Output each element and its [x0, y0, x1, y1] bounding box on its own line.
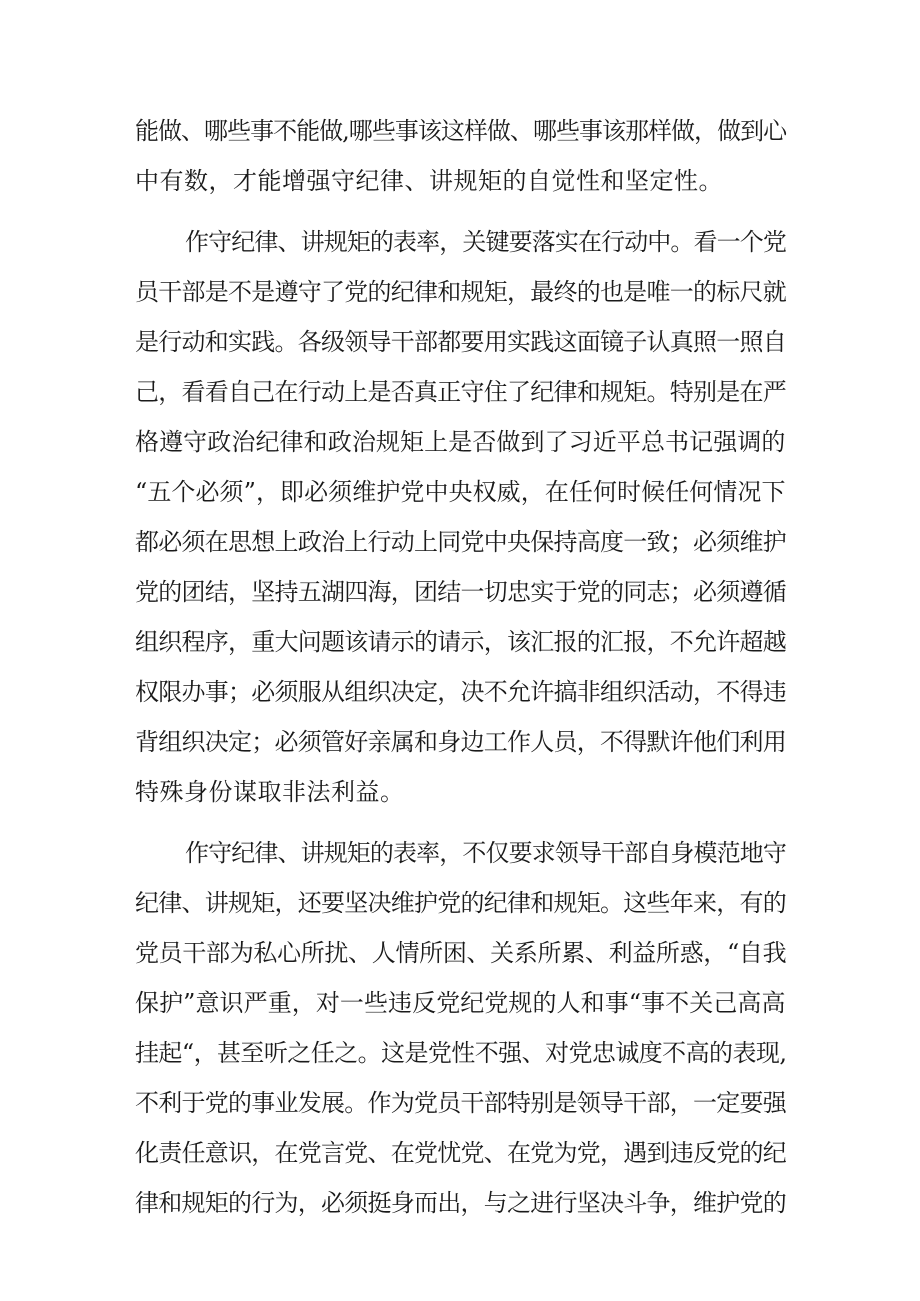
text-line: 能做、哪些事不能做,哪些事该这样做、哪些事该那样做，做到心	[135, 117, 787, 145]
text-line: 作守纪律、讲规矩的表率，不仅要求领导干部自身模范地守	[185, 839, 786, 867]
text-line: 背组织决定；必须管好亲属和身边工作人员，不得默许他们利用	[135, 728, 786, 756]
text-line: 员干部是不是遵守了党的纪律和规矩，最终的也是唯一的标尺就	[135, 278, 786, 306]
text-line: 化责任意识，在党言党、在党忧党、在党为党，遇到违反党的纪	[135, 1139, 786, 1167]
text-line: 作守纪律、讲规矩的表率，关键要落实在行动中。看一个党	[185, 228, 786, 256]
text-line: 都必须在思想上政治上行动上同党中央保持高度一致；必须维护	[135, 528, 786, 556]
text-line: 保护”意识严重，对一些违反党纪党规的人和事“事不关己高高	[135, 989, 786, 1017]
text-line: 组织程序，重大问题该请示的请示，该汇报的汇报，不允许超越	[135, 628, 786, 656]
text-line: 党员干部为私心所扰、人情所困、关系所累、利益所惑，“自我	[135, 939, 787, 967]
text-line: 中有数，才能增强守纪律、讲规矩的自觉性和坚定性。	[135, 167, 723, 195]
text-line: 是行动和实践。各级领导干部都要用实践这面镜子认真照一照自	[135, 328, 786, 356]
text-line: 格遵守政治纪律和政治规矩上是否做到了习近平总书记强调的	[135, 428, 786, 456]
text-line: 特殊身份谋取非法利益。	[135, 778, 405, 806]
text-line: 纪律、讲规矩，还要坚决维护党的纪律和规矩。这些年来，有的	[135, 889, 786, 917]
text-line: 挂起“，甚至听之任之。这是党性不强、对党忠诚度不高的表现,	[135, 1039, 787, 1067]
text-line: 党的团结，坚持五湖四海，团结一切忠实于党的同志；必须遵循	[135, 578, 786, 606]
text-line: 不利于党的事业发展。作为党员干部特别是领导干部，一定要强	[135, 1089, 786, 1117]
text-line: 己，看看自己在行动上是否真正守住了纪律和规矩。特别是在严	[135, 378, 786, 406]
text-line: 律和规矩的行为，必须挺身而出，与之进行坚决斗争，维护党的	[135, 1189, 786, 1217]
text-line: 权限办事；必须服从组织决定，决不允许搞非组织活动，不得违	[135, 678, 786, 706]
text-line: “五个必须”，即必须维护党中央权威，在任何时候任何情况下	[135, 478, 786, 506]
